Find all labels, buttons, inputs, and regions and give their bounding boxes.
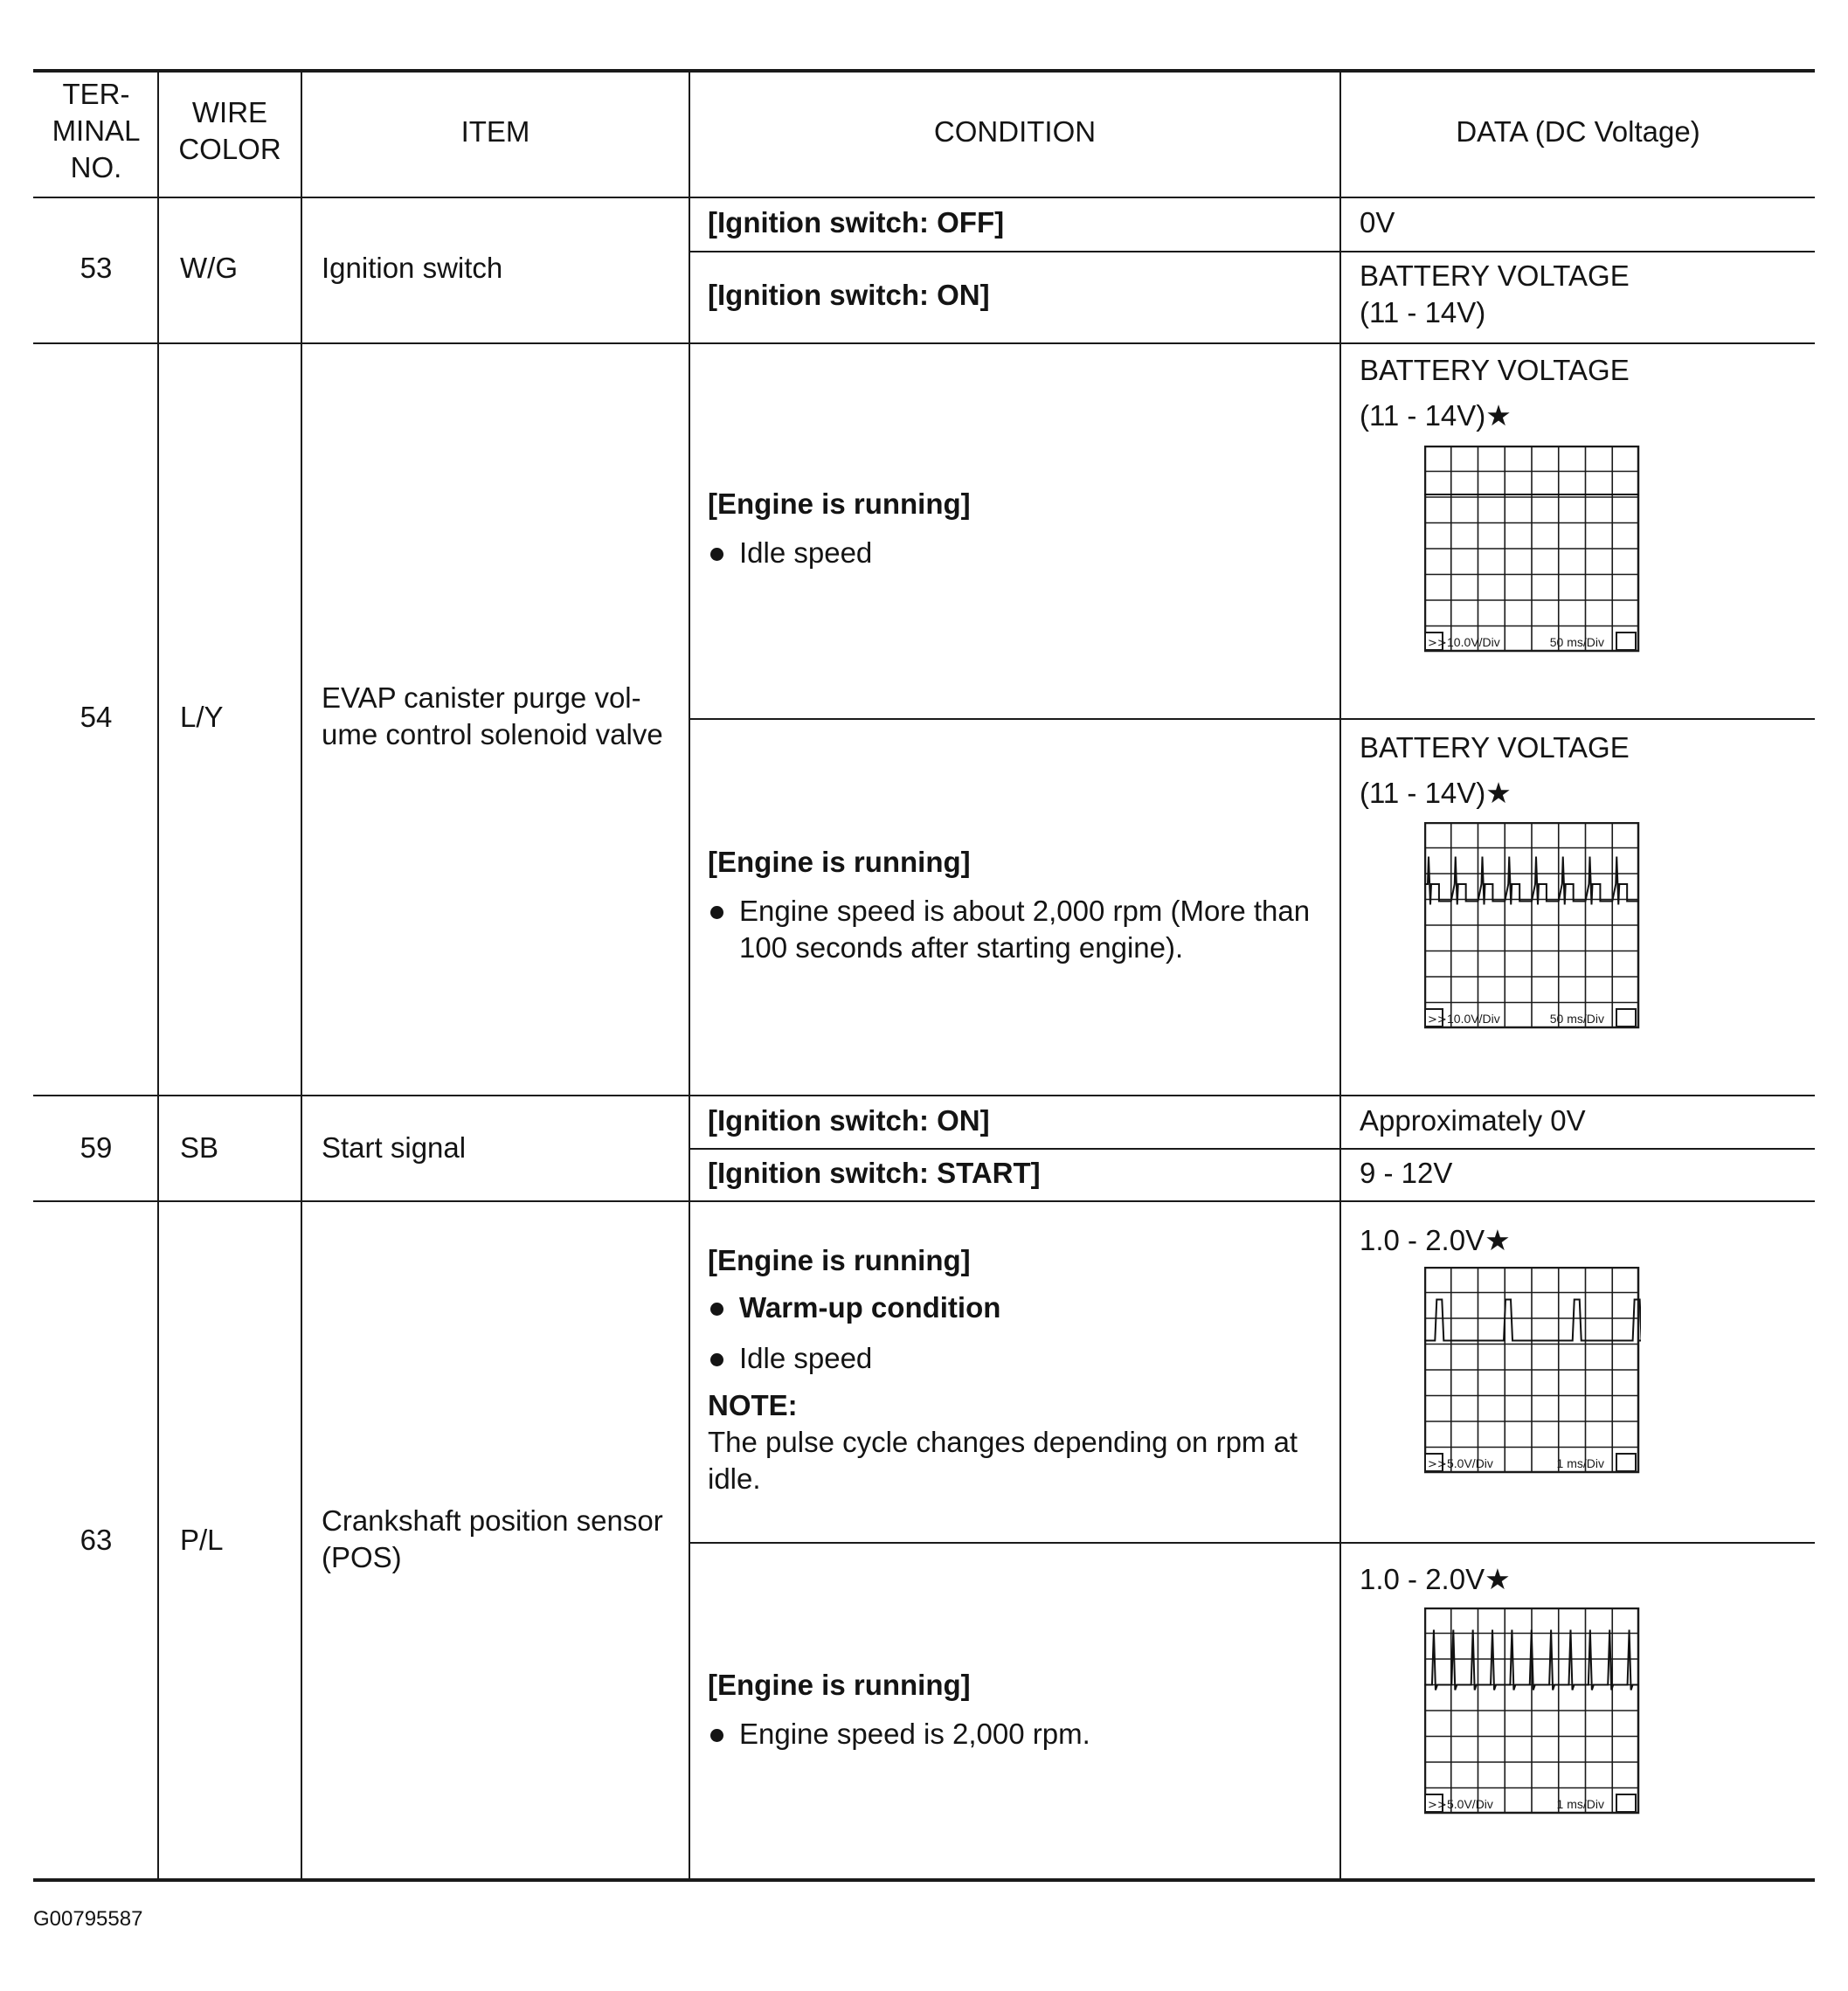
row-59-cond-2: [Ignition switch: START] [708, 1157, 1041, 1189]
col-divider-1 [157, 71, 159, 1880]
oscilloscope-63-2000rpm [1424, 1607, 1641, 1833]
row-63-note-label: NOTE: [708, 1389, 798, 1421]
row-53-data-1: 0V [1360, 206, 1395, 239]
scope-time-div: 1 ms/Div [1556, 1797, 1604, 1811]
bullet-icon [710, 548, 723, 561]
header-wire-color: WIRE COLOR [178, 96, 281, 165]
row-59-item: Start signal [322, 1131, 467, 1164]
header-item: ITEM [460, 115, 530, 148]
scope-volt-div: 10.0V/Div [1447, 1012, 1500, 1026]
row-63-data-2: 1.0 - 2.0V★ [1360, 1563, 1511, 1595]
scope-time-div: 50 ms/Div [1549, 1012, 1604, 1026]
scope-volt-div: 5.0V/Div [1447, 1797, 1493, 1811]
row-63-data-1: 1.0 - 2.0V★ [1360, 1224, 1511, 1256]
col-divider-3 [689, 71, 690, 1880]
bullet-icon [710, 906, 723, 919]
header-data: DATA (DC Voltage) [1456, 115, 1700, 148]
scope-arrow-icon: >> [1428, 1458, 1447, 1471]
scope-waveform [1424, 1300, 1641, 1341]
row-54-cond-1-bullet: Idle speed [739, 536, 873, 569]
row-53-cond-2: [Ignition switch: ON] [708, 279, 990, 311]
row-54-wire: L/Y [180, 701, 224, 733]
row-53-terminal: 53 [80, 252, 113, 284]
subrow-divider-59 [689, 1148, 1815, 1150]
row-53-item: Ignition switch [322, 252, 503, 284]
row-63-wire: P/L [180, 1524, 224, 1556]
scope-end-box [1616, 1794, 1636, 1812]
row-54-data-2: BATTERY VOLTAGE (11 - 14V)★ [1360, 731, 1630, 809]
oscilloscope-54-idle [1424, 446, 1641, 671]
row-53-wire: W/G [180, 252, 238, 284]
scope-arrow-icon: >> [1428, 637, 1447, 650]
row-53-data-2: BATTERY VOLTAGE (11 - 14V) [1360, 259, 1630, 328]
col-divider-2 [301, 71, 302, 1880]
subrow-divider-54 [689, 718, 1815, 720]
row-59-wire: SB [180, 1131, 219, 1164]
row-54-cond-1-title: [Engine is running] [708, 487, 971, 520]
bullet-icon [710, 1353, 723, 1366]
header-condition: CONDITION [933, 115, 1097, 148]
scope-end-box [1616, 1454, 1636, 1471]
figure-id: G00795587 [33, 1907, 143, 1931]
bullet-icon [710, 1303, 723, 1316]
subrow-divider-63 [689, 1542, 1815, 1544]
row-63-cond-1-bullet-bold: Warm-up condition [739, 1291, 1001, 1324]
scope-end-box [1616, 633, 1636, 650]
scope-end-box [1616, 1009, 1636, 1027]
row-63-item: Crankshaft position sensor (POS) [322, 1504, 663, 1573]
row-63-cond-1-bullet: Idle speed [739, 1342, 873, 1374]
scope-arrow-icon: >> [1428, 1799, 1447, 1812]
bullet-icon [710, 1729, 723, 1742]
row-63-cond-1-title: [Engine is running] [708, 1244, 971, 1276]
oscilloscope-54-2000rpm [1424, 822, 1641, 1047]
row-59-data-1: Approximately 0V [1360, 1104, 1586, 1137]
scope-time-div: 50 ms/Div [1549, 635, 1604, 649]
row-59-cond-1: [Ignition switch: ON] [708, 1104, 990, 1137]
header-terminal-no: TER- MINAL NO. [52, 78, 141, 183]
col-divider-4 [1339, 71, 1341, 1880]
row-54-cond-2-bullet: Engine speed is about 2,000 rpm (More than 100 seconds after starting engine). [739, 895, 1311, 964]
scope-arrow-icon: >> [1428, 1013, 1447, 1027]
row-59-data-2: 9 - 12V [1360, 1157, 1453, 1189]
scope-time-div: 1 ms/Div [1556, 1456, 1604, 1470]
row-54-item: EVAP canister purge vol- ume control solenoid valve [322, 681, 663, 750]
row-59-terminal: 59 [80, 1131, 113, 1164]
scope-volt-div: 5.0V/Div [1447, 1456, 1493, 1470]
oscilloscope-63-idle [1424, 1267, 1641, 1492]
row-63-note-text: The pulse cycle changes depending on rpm at idle. [708, 1426, 1298, 1495]
row-54-data-1: BATTERY VOLTAGE (11 - 14V)★ [1360, 354, 1630, 432]
row-53-cond-1: [Ignition switch: OFF] [708, 206, 1005, 239]
subrow-divider-53 [689, 251, 1815, 252]
row-63-cond-2-bullet: Engine speed is 2,000 rpm. [739, 1718, 1090, 1750]
row-54-terminal: 54 [80, 701, 113, 733]
scope-volt-div: 10.0V/Div [1447, 635, 1500, 649]
row-54-cond-2-title: [Engine is running] [708, 846, 971, 878]
row-63-cond-2-title: [Engine is running] [708, 1669, 971, 1701]
row-63-terminal: 63 [80, 1524, 113, 1556]
